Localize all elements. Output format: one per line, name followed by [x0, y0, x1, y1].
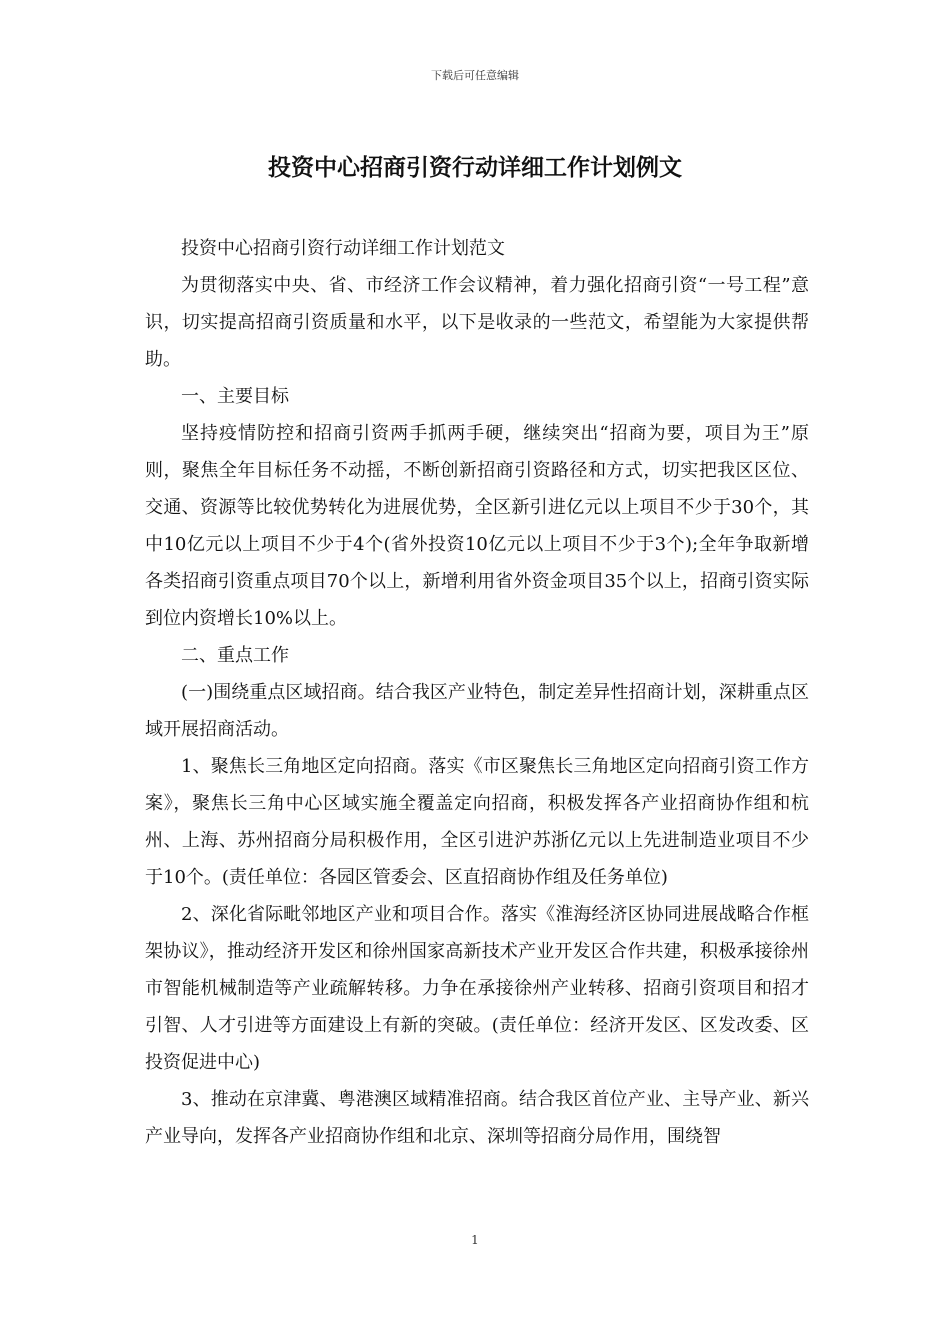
paragraph-item-3: 3、推动在京津冀、粤港澳区域精准招商。结合我区首位产业、主导产业、新兴产业导向，发挥各产业招商协作组和北京、深圳等招商分局作用，围绕智: [145, 1089, 809, 1147]
paragraph-key-area: (一)围绕重点区域招商。结合我区产业特色，制定差异性招商计划，深耕重点区域开展招商活动。: [145, 682, 809, 740]
paragraph-subtitle: 投资中心招商引资行动详细工作计划范文: [181, 238, 505, 259]
section-heading-key-work: 二、重点工作: [181, 645, 289, 666]
document-title: 投资中心招商引资行动详细工作计划例文: [268, 154, 682, 181]
header-note: 下载后可任意编辑: [431, 69, 519, 82]
document-body: [145, 230, 809, 1155]
page-number: 1: [471, 1233, 479, 1247]
paragraph-goals: 坚持疫情防控和招商引资两手抓两手硬，继续突出“招商为要，项目为王”原则，聚焦全年目标任务不动摇，不断创新招商引资路径和方式，切实把我区区位、交通、资源等比较优势转化为进展优势，全区新引进亿元以上项目不少于30个，其中10亿元以上项目不少于4个(省外投资10亿元以上项目不少于3个);全年争取新增各类招商引资重点项目70个以上，新增利用省外资金项目35个以上，招商引资实际到位内资增长10%以上。: [145, 423, 809, 629]
paragraph-item-1: 1、聚焦长三角地区定向招商。落实《市区聚焦长三角地区定向招商引资工作方案》，聚焦长三角中心区域实施全覆盖定向招商，积极发挥各产业招商协作组和杭州、上海、苏州招商分局积极作用，全区引进沪苏浙亿元以上先进制造业项目不少于10个。(责任单位：各园区管委会、区直招商协作组及任务单位): [145, 756, 809, 888]
paragraph-intro: 为贯彻落实中央、省、市经济工作会议精神，着力强化招商引资“一号工程”意识，切实提高招商引资质量和水平，以下是收录的一些范文，希望能为大家提供帮助。: [145, 275, 809, 370]
paragraph-item-2: 2、深化省际毗邻地区产业和项目合作。落实《淮海经济区协同进展战略合作框架协议》，推动经济开发区和徐州国家高新技术产业开发区合作共建，积极承接徐州市智能机械制造等产业疏解转移。力争在承接徐州产业转移、招商引资项目和招才引智、人才引进等方面建设上有新的突破。(责任单位：经济开发区、区发改委、区投资促进中心): [145, 904, 809, 1073]
section-heading-goals: 一、主要目标: [181, 386, 289, 407]
